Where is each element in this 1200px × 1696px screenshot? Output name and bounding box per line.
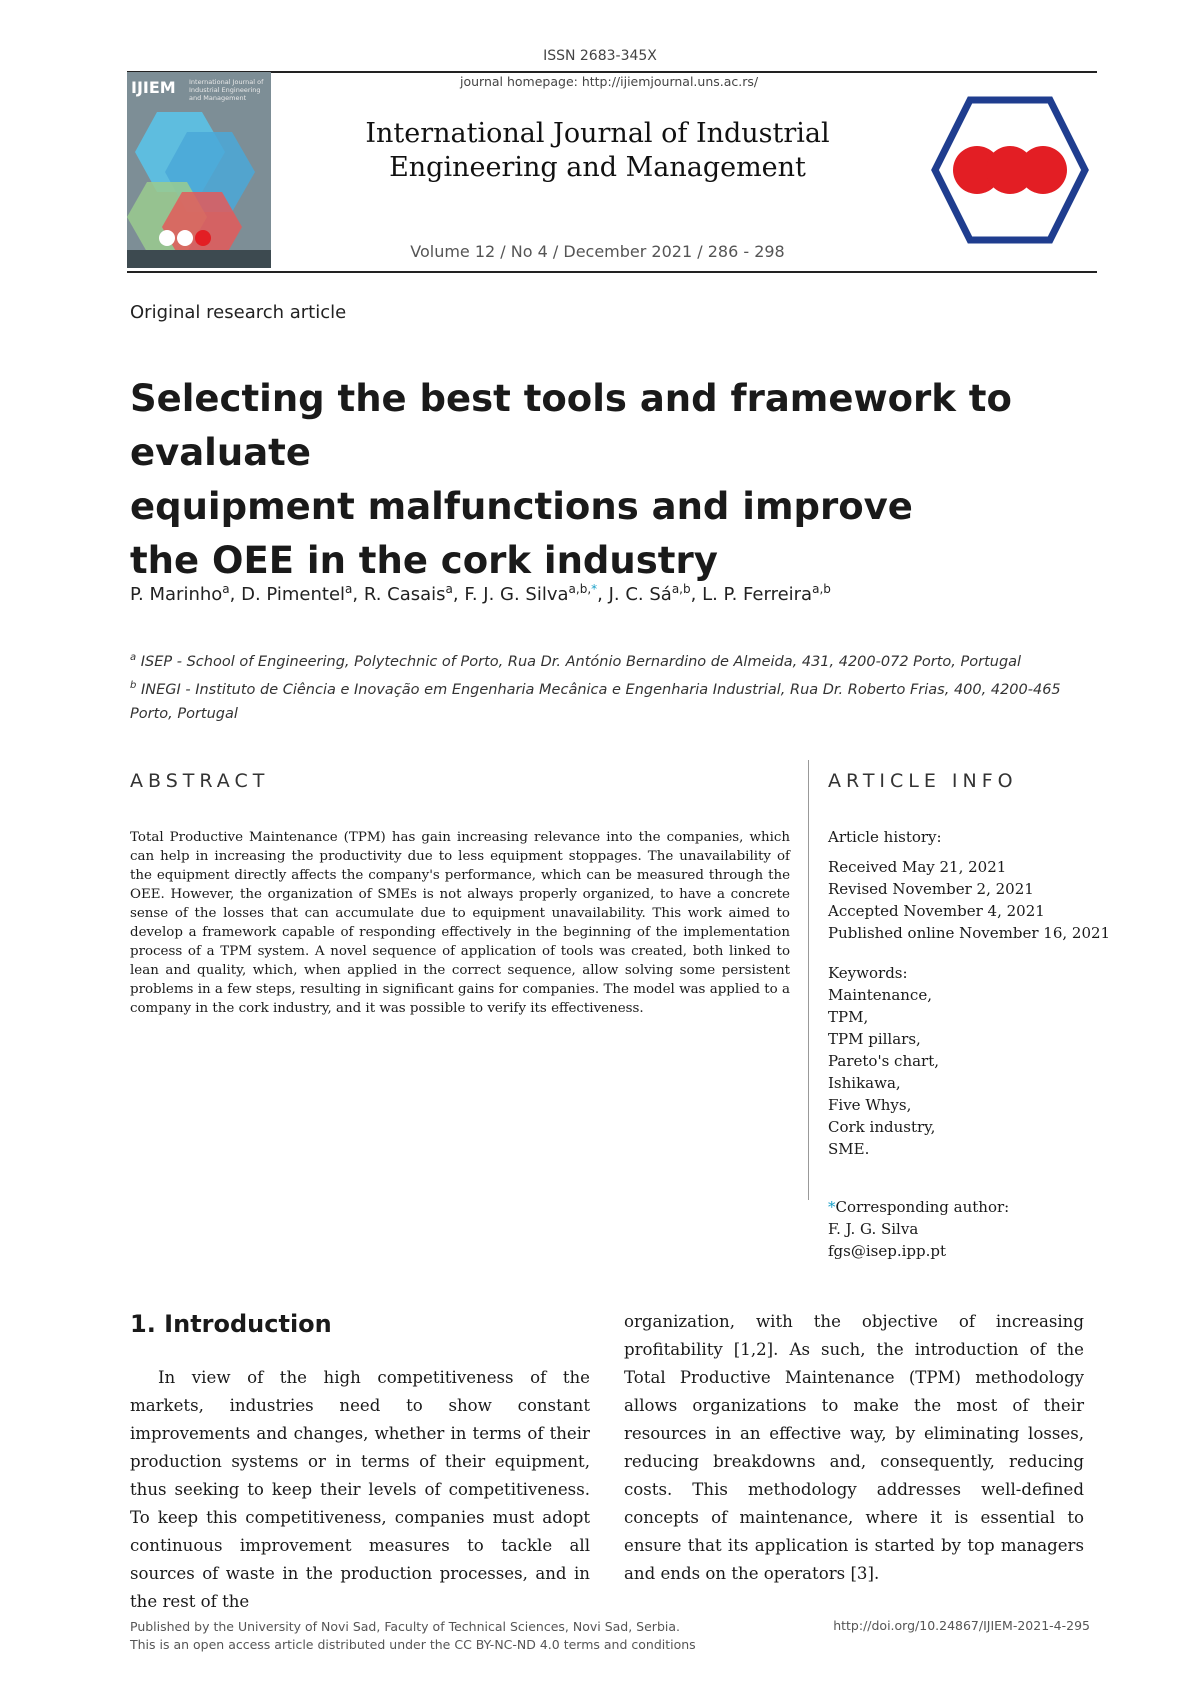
received-date: Received May 21, 2021 bbox=[828, 858, 1007, 876]
license-note: This is an open access article distributed under the CC BY-NC-ND 4.0 terms and conditions bbox=[130, 1637, 696, 1652]
article-title bbox=[130, 372, 1090, 588]
affiliation-b: $^b$ INEGI - Instituto de Ciência e Inovação em Engenharia Mecânica e Engenharia Industrial, Rua Dr. Roberto Frias, 400, 4200-465 Porto, Portugal bbox=[130, 680, 1061, 722]
published-by: Published by the University of Novi Sad, Faculty of Technical Sciences, Novi Sad, Serbia. bbox=[130, 1619, 680, 1634]
keyword-item: Cork industry, bbox=[828, 1118, 936, 1136]
journal-title bbox=[300, 117, 895, 185]
published-date: Published online November 16, 2021 bbox=[828, 924, 1111, 942]
author: P. Marinho$^a$ bbox=[130, 582, 230, 605]
journal-title-line1: International Journal of Industrial bbox=[365, 118, 830, 149]
corresponding-email-link[interactable]: fgs@isep.ipp.pt bbox=[828, 1242, 946, 1260]
author: R. Casais$^a$ bbox=[363, 582, 453, 605]
revised-date: Revised November 2, 2021 bbox=[828, 880, 1034, 898]
article-history-label: Article history: bbox=[828, 828, 942, 846]
journal-cover-image bbox=[127, 72, 271, 268]
article-title-line2: equipment malfunctions and improve bbox=[130, 485, 913, 528]
introduction-column-left: In view of the high competitiveness of the markets, industries need to show constant improvements and changes, whether in terms of their production systems or in terms of their equipment, thus seeking to keep their levels of competitiveness. To keep this competitiveness, companies must adopt continuous improvement measures to tackle all sources of waste in the production processes, and in the rest of the bbox=[130, 1368, 590, 1611]
keyword-item: Five Whys, bbox=[828, 1096, 912, 1114]
cover-title: IJIEM bbox=[131, 78, 176, 97]
article-title-line3: the OEE in the cork industry bbox=[130, 539, 718, 582]
author: F. J. G. Silva$^{a,b,*}$ bbox=[464, 582, 598, 605]
keyword-item: Pareto's chart, bbox=[828, 1052, 940, 1070]
article-title-line1: Selecting the best tools and framework to evaluate bbox=[130, 377, 1012, 474]
corresponding-star: * bbox=[591, 582, 598, 596]
keyword-item: Ishikawa, bbox=[828, 1074, 901, 1092]
author: J. C. Sá$^{a,b}$ bbox=[608, 582, 691, 605]
volume-info: Volume 12 / No 4 / December 2021 / 286 - 298 bbox=[410, 242, 785, 261]
article-type: Original research article bbox=[130, 302, 347, 323]
issn: ISSN 2683-345X bbox=[543, 48, 657, 64]
author-list: P. Marinho$^a$, D. Pimentel$^a$, R. Casais$^a$, F. J. G. Silva$^{a,b,*}$, J. C. Sá$^{a,b}$, L. P. Ferreira$^{a,b}$ bbox=[130, 582, 831, 605]
cover-subtitle: International Journal of Industrial Engineering and Management bbox=[189, 78, 264, 102]
cover-footer-band bbox=[127, 250, 271, 268]
corresponding-label: *Corresponding author: bbox=[828, 1198, 1010, 1216]
footer-publisher bbox=[130, 1618, 770, 1654]
article-history-dates bbox=[828, 856, 1111, 944]
corresponding-name: F. J. G. Silva bbox=[828, 1220, 919, 1238]
doi-link[interactable]: http://doi.org/10.24867/IJIEM-2021-4-295 bbox=[833, 1618, 1090, 1633]
journal-title-line2: Engineering and Management bbox=[389, 152, 806, 183]
author: D. Pimentel$^a$ bbox=[241, 582, 353, 605]
keyword-item: TPM, bbox=[828, 1008, 869, 1026]
introduction-heading: 1. Introduction bbox=[130, 1310, 332, 1338]
keywords-block bbox=[828, 962, 1088, 1160]
affiliation-a: $^a$ ISEP - School of Engineering, Polytechnic of Porto, Rua Dr. António Bernardino de Almeida, 431, 4200-072 Porto, Portugal bbox=[130, 652, 1022, 670]
article-info-heading: ARTICLE INFO bbox=[828, 770, 1018, 792]
column-divider bbox=[808, 760, 809, 1200]
header-rule-bottom bbox=[127, 271, 1097, 273]
keyword-item: Maintenance, bbox=[828, 986, 932, 1004]
keyword-item: TPM pillars, bbox=[828, 1030, 921, 1048]
keyword-item: SME. bbox=[828, 1140, 870, 1158]
journal-logo-icon bbox=[930, 95, 1090, 245]
header-rule-top bbox=[127, 71, 1097, 73]
abstract-text: Total Productive Maintenance (TPM) has gain increasing relevance into the companies, which can help in increasing the productivity due to less equipment stoppages. The unavailability of the equipment directly affects the company's performance, which can be measured through the OEE. However, the organization of SMEs is not always properly organized, to have a concrete sense of the losses that can accumulate due to equipment unavailability. This work aimed to develop a framework capable of responding effectively in the beginning of the implementation process of a TPM system. A novel sequence of application of tools was created, both linked to lean and quality, which, when applied in the correct sequence, allow solving some persistent problems in a few steps, resulting in significant gains for companies. The model was applied to a company in the cork industry, and it was possible to verify its effectiveness. bbox=[130, 830, 790, 1016]
journal-homepage-link[interactable]: journal homepage: http://ijiemjournal.uns.ac.rs/ bbox=[460, 74, 759, 89]
author: L. P. Ferreira$^{a,b}$ bbox=[702, 582, 831, 605]
corresponding-author-block bbox=[828, 1196, 1088, 1262]
abstract-heading: ABSTRACT bbox=[130, 770, 270, 792]
accepted-date: Accepted November 4, 2021 bbox=[828, 902, 1045, 920]
introduction-column-right: organization, with the objective of increasing profitability [1,2]. As such, the introduction of the Total Productive Maintenance (TPM) methodology allows organizations to make the most of their resources in an effective way, by eliminating losses, reducing breakdowns and, consequently, reducing costs. This methodology addresses well-defined concepts of maintenance, where it is essential to ensure that its application is started by top managers and ends on the operators [3]. bbox=[624, 1312, 1084, 1583]
keywords-label: Keywords: bbox=[828, 964, 908, 982]
